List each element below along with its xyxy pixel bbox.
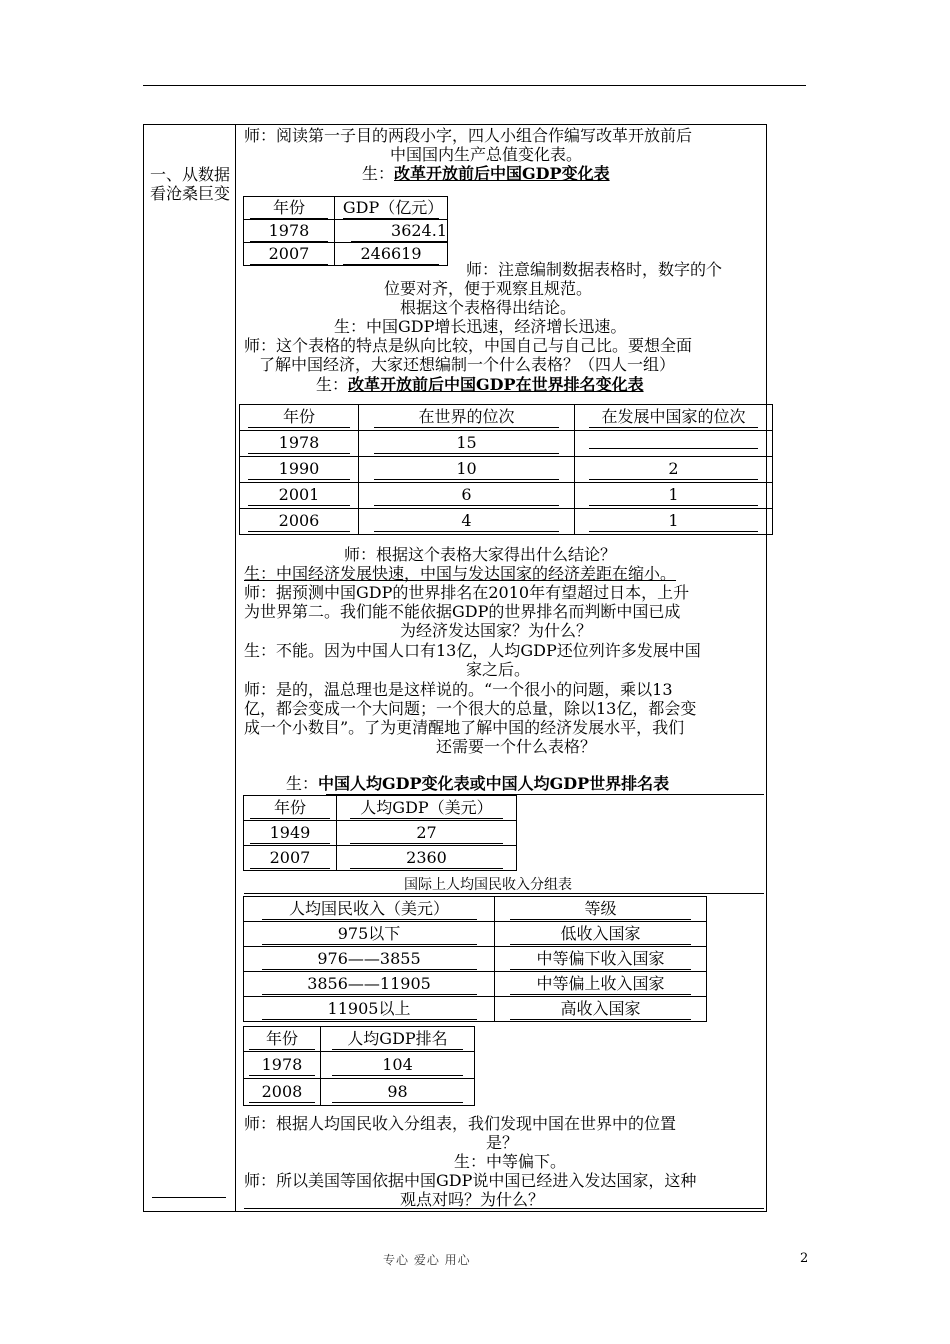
table-row: 2001 6 1: [240, 483, 773, 509]
text-line: 生：中国GDP增长迅速，经济增长迅速。: [334, 317, 627, 336]
page-number: 2: [800, 1251, 809, 1266]
title-text: 改革开放前后中国GDP变化表: [394, 164, 610, 183]
text-line: 生：中国经济发展快速，中国与发达国家的经济差距在缩小。: [244, 564, 677, 583]
speaker-prefix: 生：: [286, 774, 319, 793]
text-line: 师：所以美国等国依据中国GDP说中国已经进入发达国家，这种: [244, 1171, 697, 1190]
text-line: 成一个小数目”。了为更清醒地了解中国的经济发展水平，我们: [244, 718, 685, 737]
table-row: 2007 2360: [244, 846, 517, 871]
title-text: 中国人均GDP变化表或中国人均GDP世界排名表: [318, 774, 670, 793]
table-title-percap: [286, 774, 669, 793]
text-line: 根据这个表格得出结论。: [400, 298, 577, 317]
table-row: 1978 3624.1: [244, 220, 448, 243]
speaker-prefix: 生：: [316, 375, 349, 394]
table-row: 975以下 低收入国家: [244, 922, 707, 947]
text-line: 为世界第二。我们能不能依据GDP的世界排名而判断中国已成: [244, 602, 681, 621]
text-line: 位要对齐，便于观察且规范。: [384, 279, 593, 298]
text-line: 了解中国经济，大家还想编制一个什么表格？（四人一组）: [259, 355, 676, 374]
text-line: 观点对吗？为什么？: [400, 1190, 545, 1209]
income-table-caption: 国际上人均国民收入分组表: [404, 877, 572, 893]
title-text: 改革开放前后中国GDP在世界排名变化表: [348, 375, 644, 394]
gdp-header-value: GDP（亿元）: [342, 197, 444, 217]
table-row: 1978 104: [244, 1052, 475, 1079]
text-line: 师：阅读第一子目的两段小字，四人小组合作编写改革开放前后: [244, 126, 693, 145]
text-line: 中国国内生产总值变化表。: [390, 145, 583, 164]
header-rule: [143, 85, 806, 86]
text-line: 生：中等偏下。: [454, 1152, 567, 1171]
answer-line: [244, 1208, 764, 1209]
text-line: 师：根据人均国民收入分组表，我们发现中国在世界中的位置: [244, 1114, 677, 1133]
table-title-rank: [316, 375, 644, 394]
table-row: 1990 10 2: [240, 457, 773, 483]
caption-underline: [244, 893, 764, 894]
speaker-prefix: 生：: [362, 164, 395, 183]
table-row: 3856——11905 中等偏上收入国家: [244, 972, 707, 997]
text-line: 师：注意编制数据表格时，数字的个: [466, 260, 723, 279]
table-row: 1949 27: [244, 821, 517, 846]
table-title-gdp: [362, 164, 610, 183]
text-line: 还需要一个什么表格？: [436, 737, 597, 756]
text-line: 家之后。: [466, 660, 531, 679]
text-line: 师：是的，温总理也是这样说的。“一个很小的问题，乘以13: [244, 680, 673, 699]
table-row: 2008 98: [244, 1079, 475, 1106]
text-line: 为经济发达国家？为什么？: [400, 621, 593, 640]
table-row: 2006 4 1: [240, 509, 773, 535]
rank-table: 年份 在世界的位次 在发展中国家的位次 1978 15 1990 10 2 2001 6 1 2006 4 1: [239, 404, 773, 535]
footer-motto: 专心 爱心 用心: [383, 1253, 471, 1267]
table-row: 11905以上 高收入国家: [244, 997, 707, 1022]
column-divider: [235, 124, 236, 1211]
table-row: 976——3855 中等偏下收入国家: [244, 947, 707, 972]
text-line: 师：据预测中国GDP的世界排名在2010年有望超过日本，上升: [244, 583, 690, 602]
text-line: 亿，都会变成一个大问题；一个很大的总量，除以13亿，都会变: [244, 699, 697, 718]
income-table: 人均国民收入（美元） 等级 975以下 低收入国家 976——3855 中等偏下收入国家 3856——11905 中等偏上收入国家 11905以上 高收入国家: [243, 896, 707, 1022]
text-line: 师：这个表格的特点是纵向比较，中国自己与自己比。要想全面: [244, 336, 693, 355]
text-line: 是？: [486, 1133, 519, 1152]
percap-table: 年份 人均GDP（美元） 1949 27 2007 2360: [243, 795, 517, 871]
gdp-header-year: 年份: [250, 198, 327, 219]
text-line: 师：根据这个表格大家得出什么结论？: [344, 545, 617, 564]
table-row: 2007 246619: [244, 243, 448, 266]
percap-rank-table: 年份 人均GDP排名 1978 104 2008 98: [243, 1026, 475, 1106]
table-row: 1978 15: [240, 431, 773, 457]
gdp-table: [243, 196, 448, 266]
section-label: 一、从数据看沧桑巨变: [150, 165, 231, 203]
left-underline: [152, 1197, 226, 1198]
text-line: 生：不能。因为中国人口有13亿，人均GDP还位列许多发展中国: [244, 641, 701, 660]
